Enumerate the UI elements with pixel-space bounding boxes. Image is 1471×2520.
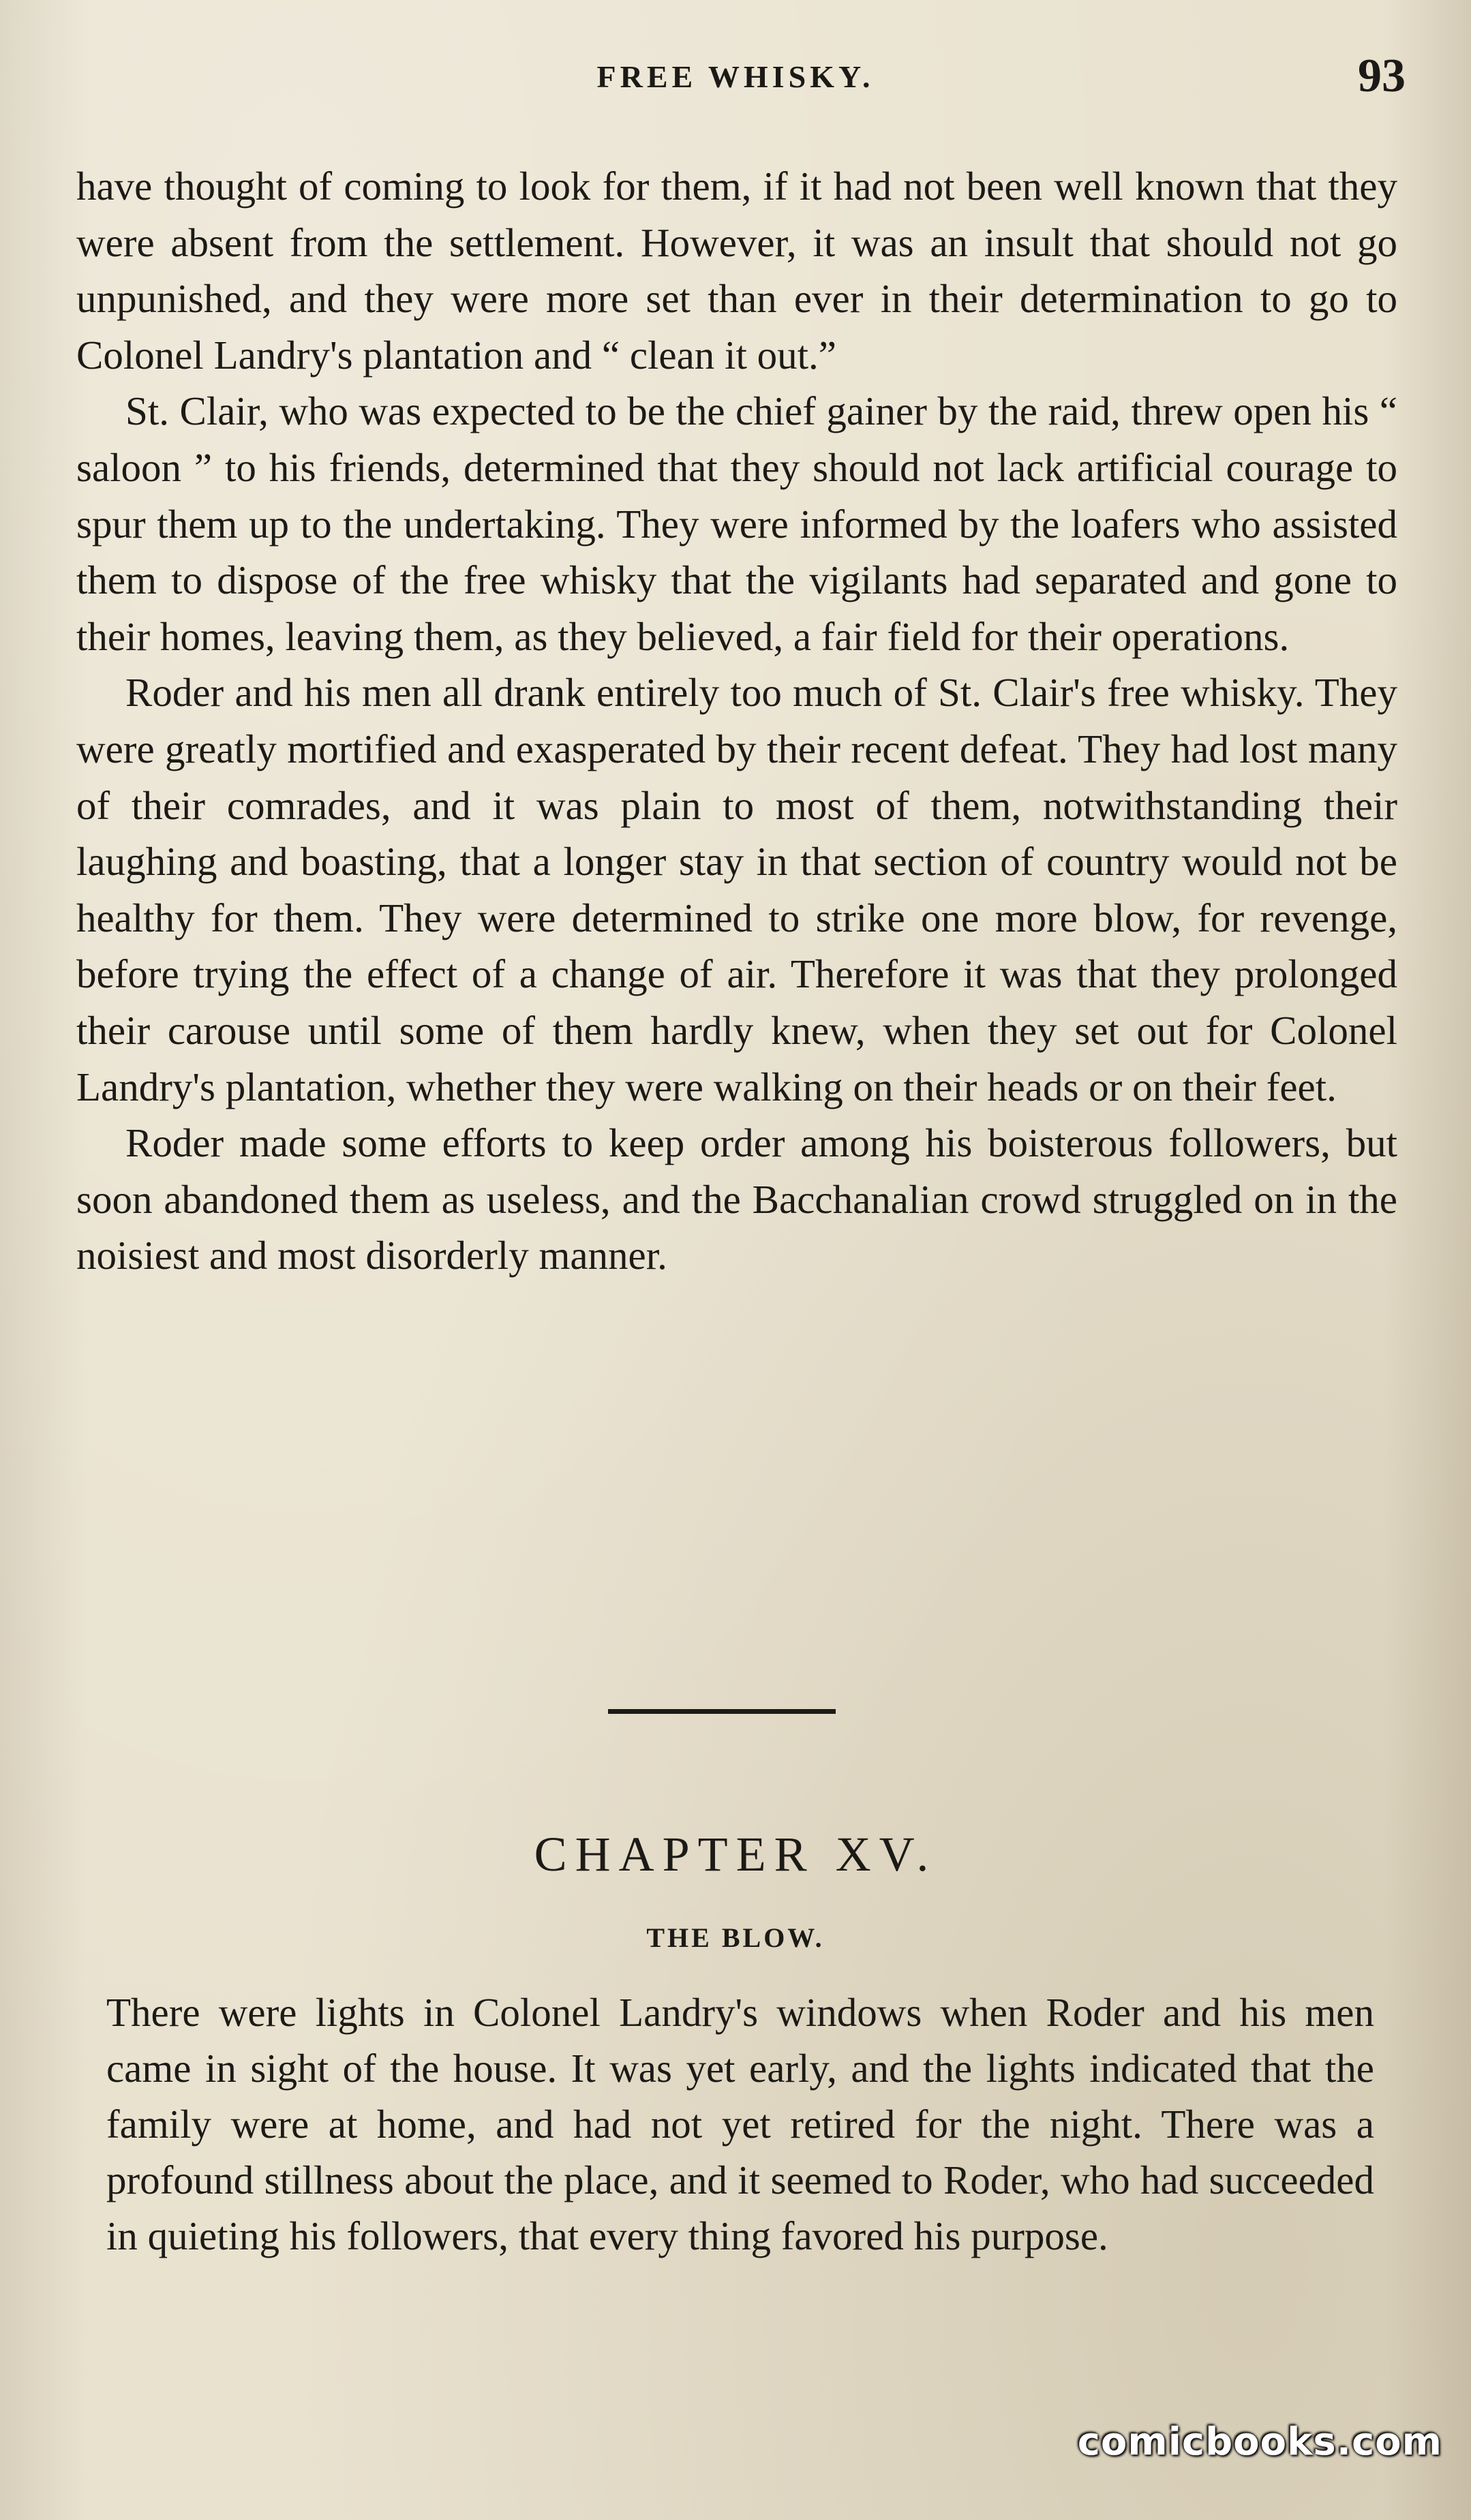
paragraph-3: Roder and his men all drank entirely too much of St. Clair's free whisky. They were greatly mortified and exasperated by their recent defeat. They had lost many of their comrades, and it was plain to most of them, notwithstanding their laughing and boasting, that a longer stay in that section of country would not be healthy for them. They were determined to strike one more blow, for revenge, before trying the effect of a change of air. Therefore it was that they prolonged their carouse until some of them hardly knew, when they set out for Colonel Landry's plantation, whether they were walking on their heads or on their feet. <box>76 670 1397 1109</box>
body-text <box>76 158 1397 1284</box>
watermark: comicbooks.com <box>1077 2420 1442 2464</box>
chapter-heading: CHAPTER XV. <box>534 1827 937 1881</box>
paragraph-2: St. Clair, who was expected to be the chief gainer by the raid, threw open his “ saloon ” to his friends, determined that they should not lack artificial courage to spur them up to the undertaking. They were informed by the loafers who assisted them to dispose of the free whisky that the vigilants had separated and gone to their homes, leaving them, as they believed, a fair field for their operations. <box>76 388 1397 659</box>
running-head <box>0 49 1471 110</box>
paragraph-1: have thought of coming to look for them, if it had not been well known that they were absent from the settlement. However, it was an insult that should not go unpunished, and they were more set than ever in their determination to go to Colonel Landry's plantation and “ clean it out.” <box>76 164 1397 378</box>
page-number: 93 <box>1358 50 1406 102</box>
section-divider <box>608 1709 836 1714</box>
chapter-text <box>106 1984 1374 2264</box>
paragraph-4: Roder made some efforts to keep order among his boisterous followers, but soon abandoned them as useless, and the Bacchanalian crowd struggled on in the noisiest and most disorderly manner. <box>76 1120 1397 1278</box>
chapter-subtitle: THE BLOW. <box>646 1922 825 1953</box>
running-title: FREE WHISKY. <box>596 59 875 94</box>
chapter-paragraph-1: There were lights in Colonel Landry's windows when Roder and his men came in sight of the house. It was yet early, and the lights indicated that the family were at home, and had not yet retired for the night. There was a profound stillness about the place, and it seemed to Roder, who had succeeded in quieting his followers, that every thing favored his purpose. <box>106 1990 1374 2258</box>
